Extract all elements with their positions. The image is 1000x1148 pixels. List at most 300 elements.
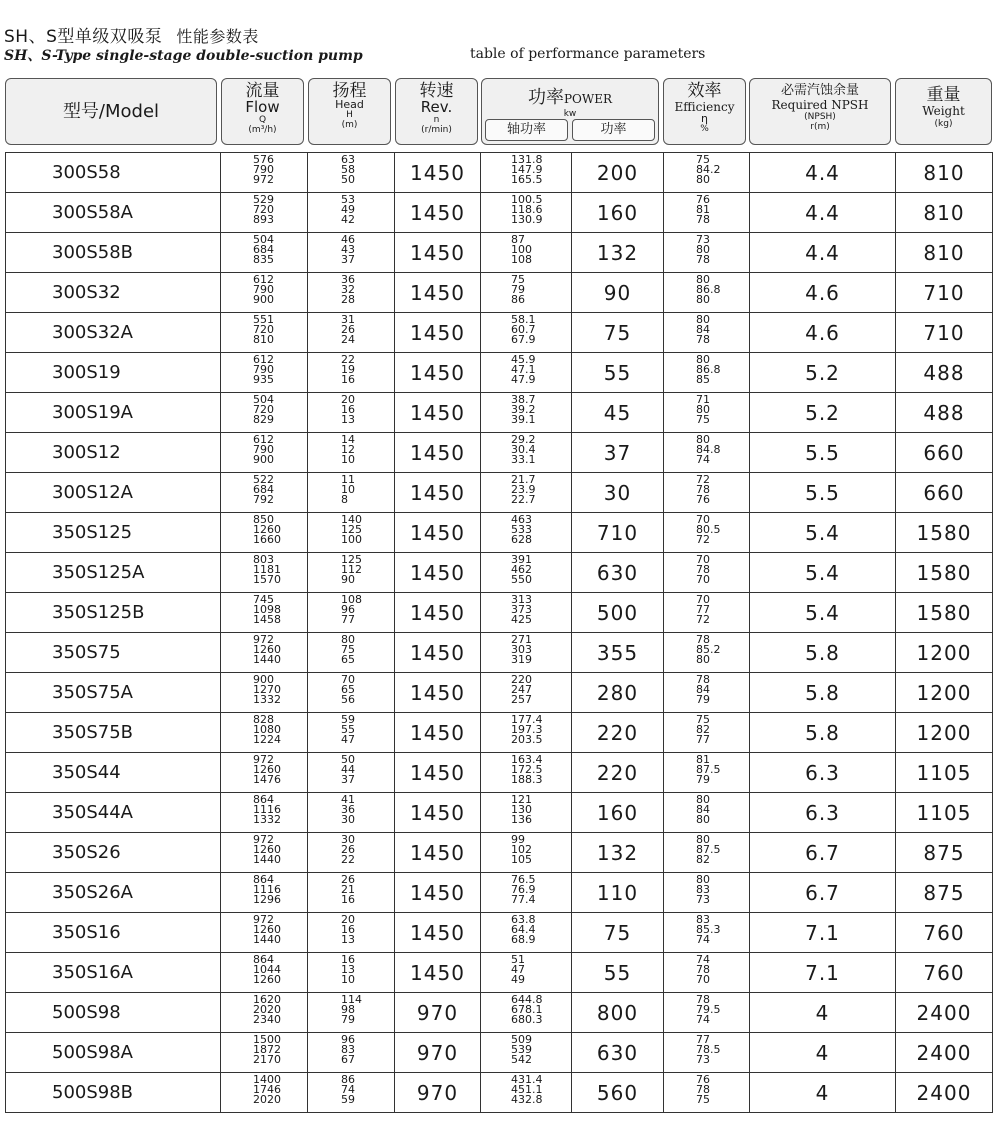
header-eff-en: Efficiency [674,100,735,114]
cell-power: 75 [572,313,664,353]
cell-flow [221,753,308,793]
cell-npsh: 6.3 [750,753,896,793]
cell-flow-value: 828 [253,713,274,726]
cell-flow-value: 1440 [253,933,281,946]
cell-flow [221,153,308,193]
cell-head [308,193,395,233]
header-power-cn: 功率 [527,87,564,108]
cell-shaft-power [481,833,572,873]
cell-efficiency-value: 87.5 [696,843,721,856]
cell-flow-value: 720 [253,203,274,216]
cell-head-value: 46 [341,233,355,246]
cell-rev: 1450 [395,713,481,753]
cell-efficiency-value: 82 [696,723,710,736]
cell-efficiency-value: 78 [696,963,710,976]
cell-head-value: 70 [341,673,355,686]
cell-head-value: 32 [341,283,355,296]
cell-head-value: 37 [341,253,355,266]
cell-npsh: 5.2 [750,353,896,393]
cell-head-value: 65 [341,653,355,666]
cell-efficiency-value: 75 [696,713,710,726]
cell-flow-value: 1440 [253,653,281,666]
cell-flow-value: 864 [253,953,274,966]
cell-npsh: 6.7 [750,873,896,913]
table-row [6,193,993,233]
cell-head-value: 63 [341,153,355,166]
cell-power: 630 [572,553,664,593]
cell-head-value: 75 [341,643,355,656]
cell-head-value: 59 [341,713,355,726]
cell-flow-value: 612 [253,273,274,286]
cell-efficiency-value: 78 [696,483,710,496]
cell-head [308,433,395,473]
cell-efficiency [664,913,750,953]
cell-shaft-power [481,553,572,593]
cell-efficiency-value: 80 [696,833,710,846]
cell-efficiency-value: 80 [696,433,710,446]
cell-flow-value: 745 [253,593,274,606]
cell-efficiency-value: 85.2 [696,643,721,656]
cell-shaft-power-value: 257 [511,693,532,706]
cell-shaft-power-value: 51 [511,953,525,966]
cell-shaft-power-value: 188.3 [511,773,543,786]
cell-shaft-power-value: 628 [511,533,532,546]
table-row [6,353,993,393]
cell-rev: 1450 [395,353,481,393]
cell-head [308,593,395,633]
cell-shaft-power-value: 21.7 [511,473,536,486]
cell-npsh: 5.2 [750,393,896,433]
cell-shaft-power-value: 29.2 [511,433,536,446]
cell-model: 350S44 [6,753,221,793]
header-model [5,78,217,145]
cell-flow [221,713,308,753]
cell-shaft-power [481,633,572,673]
cell-power: 55 [572,953,664,993]
cell-flow-value: 972 [253,633,274,646]
header-weight-en: Weight [922,104,965,118]
cell-weight: 1580 [896,553,993,593]
cell-flow-value: 720 [253,323,274,336]
cell-efficiency-value: 80 [696,313,710,326]
cell-head-value: 49 [341,203,355,216]
cell-flow-value: 1260 [253,523,281,536]
cell-shaft-power-value: 271 [511,633,532,646]
cell-shaft-power-value: 76.9 [511,883,536,896]
cell-power: 630 [572,1033,664,1073]
cell-npsh: 4.4 [750,233,896,273]
cell-flow [221,193,308,233]
cell-efficiency [664,273,750,313]
cell-weight: 2400 [896,993,993,1033]
cell-model: 300S58A [6,193,221,233]
cell-efficiency-value: 70 [696,513,710,526]
cell-efficiency [664,313,750,353]
cell-head-value: 86 [341,1073,355,1086]
cell-efficiency-value: 70 [696,973,710,986]
cell-shaft-power-value: 431.4 [511,1073,543,1086]
table-row [6,833,993,873]
cell-flow-value: 935 [253,373,274,386]
cell-flow-value: 790 [253,163,274,176]
cell-head-value: 83 [341,1043,355,1056]
cell-flow-value: 522 [253,473,274,486]
cell-shaft-power-value: 102 [511,843,532,856]
cell-head-value: 98 [341,1003,355,1016]
cell-efficiency-value: 80 [696,813,710,826]
cell-rev: 970 [395,1033,481,1073]
cell-efficiency-value: 74 [696,1013,710,1026]
header-flow [221,78,304,145]
cell-rev: 1450 [395,753,481,793]
cell-head-value: 96 [341,1033,355,1046]
cell-shaft-power-value: 99 [511,833,525,846]
cell-flow-value: 835 [253,253,274,266]
cell-shaft-power-value: 203.5 [511,733,543,746]
cell-shaft-power-value: 197.3 [511,723,543,736]
cell-power: 132 [572,233,664,273]
cell-efficiency [664,633,750,673]
table-row [6,473,993,513]
cell-flow [221,433,308,473]
cell-flow [221,313,308,353]
cell-head-value: 16 [341,373,355,386]
cell-head-value: 36 [341,803,355,816]
cell-flow-value: 1458 [253,613,281,626]
cell-head [308,753,395,793]
cell-npsh: 5.4 [750,513,896,553]
cell-shaft-power-value: 509 [511,1033,532,1046]
cell-head-value: 44 [341,763,355,776]
cell-head-value: 125 [341,523,362,536]
table-row [6,673,993,713]
cell-flow-value: 1260 [253,843,281,856]
cell-shaft-power [481,1033,572,1073]
cell-efficiency-value: 80 [696,243,710,256]
cell-npsh: 4.6 [750,273,896,313]
cell-shaft-power-value: 147.9 [511,163,543,176]
cell-flow-value: 1400 [253,1073,281,1086]
cell-shaft-power-value: 172.5 [511,763,543,776]
cell-model: 350S26 [6,833,221,873]
cell-shaft-power-value: 47 [511,963,525,976]
cell-efficiency [664,513,750,553]
cell-flow [221,353,308,393]
cell-shaft-power-value: 680.3 [511,1013,543,1026]
cell-shaft-power-value: 313 [511,593,532,606]
cell-efficiency-value: 74 [696,933,710,946]
cell-shaft-power-value: 319 [511,653,532,666]
cell-efficiency-value: 83 [696,883,710,896]
cell-head-value: 74 [341,1083,355,1096]
cell-power: 132 [572,833,664,873]
cell-shaft-power-value: 220 [511,673,532,686]
cell-shaft-power-value: 63.8 [511,913,536,926]
cell-head-value: 19 [341,363,355,376]
cell-head-value: 10 [341,973,355,986]
cell-head [308,793,395,833]
title-en-sub: table of performance parameters [470,46,706,62]
cell-shaft-power-value: 68.9 [511,933,536,946]
cell-shaft-power-value: 130.9 [511,213,543,226]
table-row [6,873,993,913]
cell-flow [221,593,308,633]
cell-head-value: 12 [341,443,355,456]
table-row [6,273,993,313]
cell-efficiency-value: 72 [696,613,710,626]
cell-efficiency [664,713,750,753]
header-head-en: Head [335,98,364,111]
cell-head-value: 112 [341,563,362,576]
cell-flow [221,1073,308,1113]
cell-efficiency-value: 84 [696,323,710,336]
cell-head [308,233,395,273]
cell-efficiency-value: 76 [696,193,710,206]
table-row [6,993,993,1033]
cell-head-value: 22 [341,353,355,366]
cell-efficiency-value: 80 [696,273,710,286]
cell-efficiency [664,1033,750,1073]
header-rev-unit: (r/min) [421,125,452,135]
cell-efficiency-value: 86.8 [696,283,721,296]
cell-efficiency-value: 74 [696,453,710,466]
cell-efficiency [664,793,750,833]
table-row [6,153,993,193]
cell-rev: 1450 [395,473,481,513]
header-weight [895,78,992,145]
cell-efficiency-value: 79 [696,773,710,786]
cell-flow-value: 893 [253,213,274,226]
cell-power: 160 [572,193,664,233]
cell-shaft-power [481,513,572,553]
cell-efficiency-value: 80 [696,653,710,666]
cell-weight: 1200 [896,673,993,713]
header-weight-unit: (kg) [934,119,953,129]
cell-flow-value: 803 [253,553,274,566]
cell-shaft-power [481,593,572,633]
cell-efficiency-value: 80 [696,353,710,366]
cell-shaft-power-value: 425 [511,613,532,626]
cell-npsh: 4 [750,1033,896,1073]
cell-shaft-power-value: 30.4 [511,443,536,456]
cell-head-value: 20 [341,393,355,406]
cell-efficiency-value: 84.2 [696,163,721,176]
table-row [6,913,993,953]
cell-efficiency-value: 78 [696,673,710,686]
cell-npsh: 4 [750,993,896,1033]
cell-shaft-power-value: 79 [511,283,525,296]
cell-flow-value: 1116 [253,883,281,896]
cell-efficiency-value: 78 [696,633,710,646]
cell-shaft-power-value: 75 [511,273,525,286]
cell-shaft-power [481,233,572,273]
cell-weight: 1580 [896,513,993,553]
cell-head-value: 26 [341,323,355,336]
cell-head-value: 42 [341,213,355,226]
cell-npsh: 5.8 [750,713,896,753]
cell-shaft-power-value: 67.9 [511,333,536,346]
cell-model: 350S125 [6,513,221,553]
cell-efficiency-value: 73 [696,893,710,906]
cell-efficiency-value: 80 [696,173,710,186]
cell-efficiency-value: 84 [696,803,710,816]
cell-flow-value: 1270 [253,683,281,696]
cell-weight: 1105 [896,793,993,833]
title-en: SH、S-Type single-stage double-suction pump [4,48,363,64]
header-power-unit: kw [563,109,577,119]
cell-flow-value: 2170 [253,1053,281,1066]
cell-weight: 760 [896,953,993,993]
cell-weight: 660 [896,473,993,513]
cell-flow-value: 1260 [253,923,281,936]
cell-efficiency-value: 82 [696,853,710,866]
cell-efficiency [664,593,750,633]
cell-shaft-power-value: 163.4 [511,753,543,766]
cell-efficiency-value: 71 [696,393,710,406]
cell-head [308,1033,395,1073]
cell-model: 300S12A [6,473,221,513]
cell-npsh: 5.8 [750,633,896,673]
cell-flow-value: 790 [253,363,274,376]
table-row [6,513,993,553]
cell-efficiency [664,993,750,1033]
cell-head-value: 50 [341,753,355,766]
cell-flow-value: 900 [253,453,274,466]
cell-efficiency-value: 78 [696,563,710,576]
cell-flow-value: 1260 [253,763,281,776]
cell-flow [221,673,308,713]
cell-model: 500S98B [6,1073,221,1113]
cell-power: 355 [572,633,664,673]
cell-flow-value: 864 [253,793,274,806]
cell-shaft-power-value: 47.9 [511,373,536,386]
cell-efficiency [664,153,750,193]
cell-shaft-power-value: 33.1 [511,453,536,466]
cell-shaft-power-value: 130 [511,803,532,816]
table-row [6,1073,993,1113]
cell-head [308,353,395,393]
cell-flow-value: 1620 [253,993,281,1006]
cell-power: 37 [572,433,664,473]
cell-shaft-power-value: 77.4 [511,893,536,906]
cell-head-value: 47 [341,733,355,746]
cell-head-value: 43 [341,243,355,256]
cell-efficiency-value: 78 [696,253,710,266]
cell-shaft-power-value: 539 [511,1043,532,1056]
cell-shaft-power-value: 49 [511,973,525,986]
header-weight-cn: 重量 [926,85,961,105]
cell-flow-value: 1116 [253,803,281,816]
header-rev [395,78,478,145]
cell-flow-value: 790 [253,283,274,296]
cell-flow-value: 504 [253,233,274,246]
cell-shaft-power [481,473,572,513]
cell-shaft-power-value: 177.4 [511,713,543,726]
cell-shaft-power-value: 391 [511,553,532,566]
cell-weight: 710 [896,273,993,313]
cell-efficiency-value: 79 [696,693,710,706]
cell-power: 75 [572,913,664,953]
cell-power: 220 [572,713,664,753]
table-row [6,633,993,673]
cell-efficiency-value: 85 [696,373,710,386]
cell-flow [221,273,308,313]
cell-head [308,953,395,993]
cell-head-value: 55 [341,723,355,736]
cell-shaft-power-value: 303 [511,643,532,656]
cell-shaft-power-value: 87 [511,233,525,246]
cell-shaft-power [481,193,572,233]
cell-efficiency-value: 76 [696,1073,710,1086]
cell-head-value: 13 [341,963,355,976]
cell-efficiency-value: 81 [696,203,710,216]
header-head-cn: 扬程 [332,81,367,101]
cell-weight: 760 [896,913,993,953]
cell-flow [221,473,308,513]
cell-shaft-power [481,433,572,473]
cell-head-value: 24 [341,333,355,346]
cell-npsh: 5.5 [750,433,896,473]
cell-efficiency [664,433,750,473]
cell-shaft-power-value: 462 [511,563,532,576]
header-flow-sym: Q [258,115,267,125]
cell-model: 300S32 [6,273,221,313]
cell-model: 500S98 [6,993,221,1033]
cell-flow [221,993,308,1033]
cell-flow-value: 1440 [253,853,281,866]
cell-head [308,553,395,593]
header-head-sym: H [346,110,353,120]
cell-head-value: 114 [341,993,362,1006]
cell-flow-value: 1098 [253,603,281,616]
cell-shaft-power [481,1073,572,1113]
header-head [308,78,391,145]
table-row [6,393,993,433]
cell-efficiency-value: 75 [696,1093,710,1106]
cell-npsh: 7.1 [750,913,896,953]
cell-flow [221,873,308,913]
cell-shaft-power-value: 463 [511,513,532,526]
cell-rev: 1450 [395,313,481,353]
cell-shaft-power [481,873,572,913]
cell-head-value: 53 [341,193,355,206]
table-row [6,1033,993,1073]
cell-shaft-power [481,393,572,433]
cell-rev: 1450 [395,513,481,553]
table-row [6,553,993,593]
header-rev-cn: 转速 [419,81,454,101]
cell-rev: 1450 [395,233,481,273]
cell-efficiency-value: 70 [696,593,710,606]
cell-shaft-power-value: 76.5 [511,873,536,886]
cell-model: 300S58B [6,233,221,273]
cell-power: 90 [572,273,664,313]
cell-flow-value: 1660 [253,533,281,546]
cell-shaft-power-value: 58.1 [511,313,536,326]
cell-flow-value: 684 [253,243,274,256]
cell-head [308,153,395,193]
cell-efficiency-value: 78 [696,1083,710,1096]
cell-shaft-power-value: 121 [511,793,532,806]
cell-rev: 1450 [395,953,481,993]
cell-shaft-power-value: 22.7 [511,493,536,506]
cell-flow-value: 972 [253,913,274,926]
cell-flow-value: 1044 [253,963,281,976]
cell-head-value: 41 [341,793,355,806]
cell-weight: 810 [896,153,993,193]
cell-efficiency [664,393,750,433]
cell-efficiency-value: 76 [696,493,710,506]
